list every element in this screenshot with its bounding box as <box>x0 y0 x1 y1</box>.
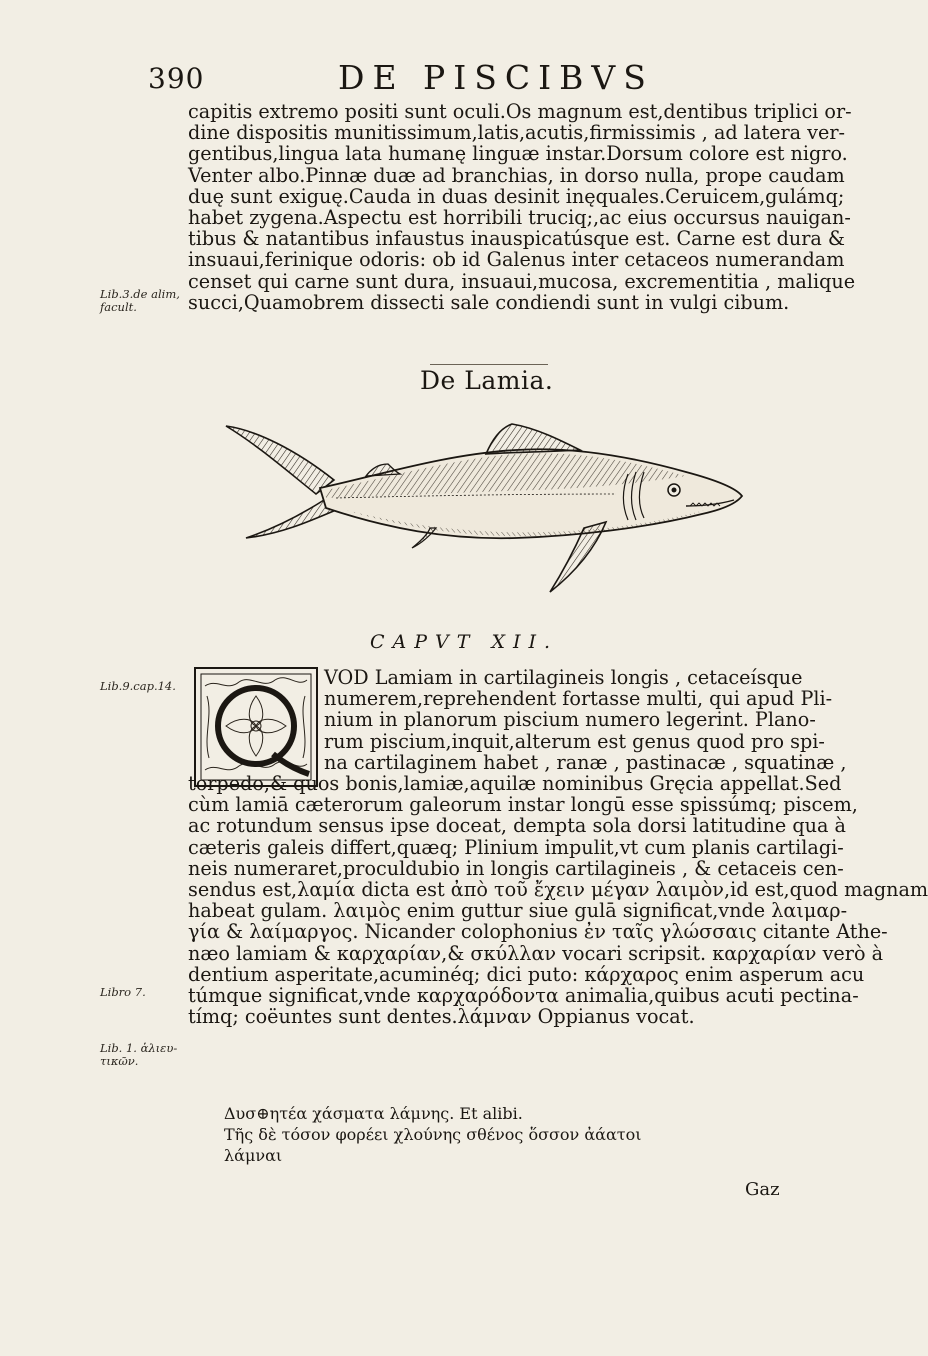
text-line: tibus & natantibus infaustus inauspicatúsque est. Carne est dura & <box>188 227 846 251</box>
greek-line: Τῆς δὲ τόσον φορέει χλούνης σθένος ὅσσον ἀάατοι <box>224 1125 642 1144</box>
text-line: dentium asperitate,acuminéq; dici puto: κάρχαρος enim asperum acu <box>188 962 865 986</box>
text-line: insuaui,ferinique odoris: ob id Galenus inter cetaceos numerandam <box>188 248 845 272</box>
text-line: censet qui carne sunt dura, insuaui,mucosa, excrementitia , malique <box>188 269 856 293</box>
text-line: habeat gulam. λαιμὸς enim guttur siue gulā significat,vnde λαιμαρ- <box>188 899 848 923</box>
shark-illustration <box>216 410 744 610</box>
section-rule <box>430 364 548 365</box>
dorsal-fin <box>486 424 580 454</box>
text-line: Venter albo.Pinnæ duæ ad branchias, in dorso nulla, prope caudam <box>188 163 845 187</box>
marginal-note-galen <box>100 288 180 313</box>
marginal-note-pliny <box>100 680 176 693</box>
body-text-continued <box>188 100 856 314</box>
text-line: ac rotundum sensus ipse doceat, dempta sola dorsi latitudine qua à <box>188 814 846 838</box>
text-line: torpedo,& quos bonis,lamiæ,aquilæ nominibus Gręcia appellat.Sed <box>188 772 842 795</box>
text-line: neis numeraret,proculdubio in longis cartilagineis , & cetaceis cen- <box>188 856 844 880</box>
decorated-initial-q <box>193 666 319 788</box>
greek-line: Δυσ⊕ητέα χάσματα λάμνης. Et alibi. <box>224 1104 523 1123</box>
marginal-line: Lib.3.de alim, <box>100 287 180 301</box>
text-line: VOD Lamiam in cartilagineis longis , cetaceísque <box>324 666 803 689</box>
marginal-note-oppian <box>100 1042 177 1067</box>
text-line: na cartilaginem habet , ranæ , pastinacæ , squatinæ , <box>324 750 847 774</box>
text-line: succi,Quamobrem dissecti sale condiendi sunt in vulgi cibum. <box>188 290 790 314</box>
tail-upper-lobe <box>226 426 334 494</box>
greek-line: λάμναι <box>224 1146 283 1165</box>
text-line: cæteris galeis differt,quæq; Plinium impulit,vt cum planis cartilagi- <box>188 835 844 859</box>
text-line: cùm lamiā cæterorum galeorum instar longū esse spissúmq; piscem, <box>188 793 858 817</box>
page-header <box>148 58 768 98</box>
section-title: De Lamia. <box>420 366 554 395</box>
text-line: rum piscium,inquit,alterum est genus quod pro spi- <box>324 729 825 753</box>
page-number: 390 <box>148 62 205 95</box>
text-line: habet zygena.Aspectu est horribili truciq;,ac eius occursus nauigan- <box>188 205 851 229</box>
text-line: dine dispositis munitissimum,latis,acutis,firmissimis , ad latera ver- <box>188 121 846 145</box>
marginal-note-athenaeus <box>100 986 146 999</box>
marginal-line: τικῶν. <box>100 1053 139 1068</box>
catchword: Gaz <box>745 1179 780 1200</box>
text-line: næo lamiam & καρχαρίαν,& σκύλλαν vocari scripsit. καρχαρίαν verò à <box>188 941 884 965</box>
chapter-opening-lines <box>324 666 847 774</box>
marginal-line: Lib.9.cap.14. <box>100 679 176 693</box>
chapter-body-text <box>188 772 928 1029</box>
running-title: DE PISCIBVS <box>338 58 654 97</box>
tail-lower-lobe <box>246 500 336 538</box>
text-line: tímq; coëuntes sunt dentes.λάμναν Oppianus vocat. <box>188 1005 695 1029</box>
text-line: nium in planorum piscium numero legerint. Plano- <box>324 708 816 732</box>
text-line: sendus est,λαμία dicta est ἀπὸ τοῦ ἔχειν μέγαν λαιμὸν,id est,quod magnam <box>188 877 928 901</box>
marginal-line: Libro 7. <box>100 985 146 999</box>
marginal-line: Lib. 1. ἁλιευ- <box>100 1041 178 1055</box>
chapter-heading: CAPVT XII. <box>370 631 559 653</box>
text-line: numerem,reprehendent fortasse multi, qui apud Pli- <box>324 687 833 711</box>
greek-verse-quotation <box>224 1103 744 1166</box>
text-line: gentibus,lingua lata humanę linguæ instar.Dorsum colore est nigro. <box>188 142 848 166</box>
text-line: γία & λαίμαργος. Nicander colophonius ἐν ταῖς γλώσσαις citante Athe- <box>188 920 888 944</box>
text-line: túmque significat,vnde καρχαρόδοντα animalia,quibus acuti pectina- <box>188 983 859 1007</box>
marginal-line: facult. <box>100 299 137 314</box>
text-line: capitis extremo positi sunt oculi.Os magnum est,dentibus triplici or- <box>188 100 852 123</box>
text-line: duę sunt exiguę.Cauda in duas desinit inęquales.Ceruicem,gulámq; <box>188 184 845 208</box>
second-dorsal-fin <box>366 464 400 476</box>
